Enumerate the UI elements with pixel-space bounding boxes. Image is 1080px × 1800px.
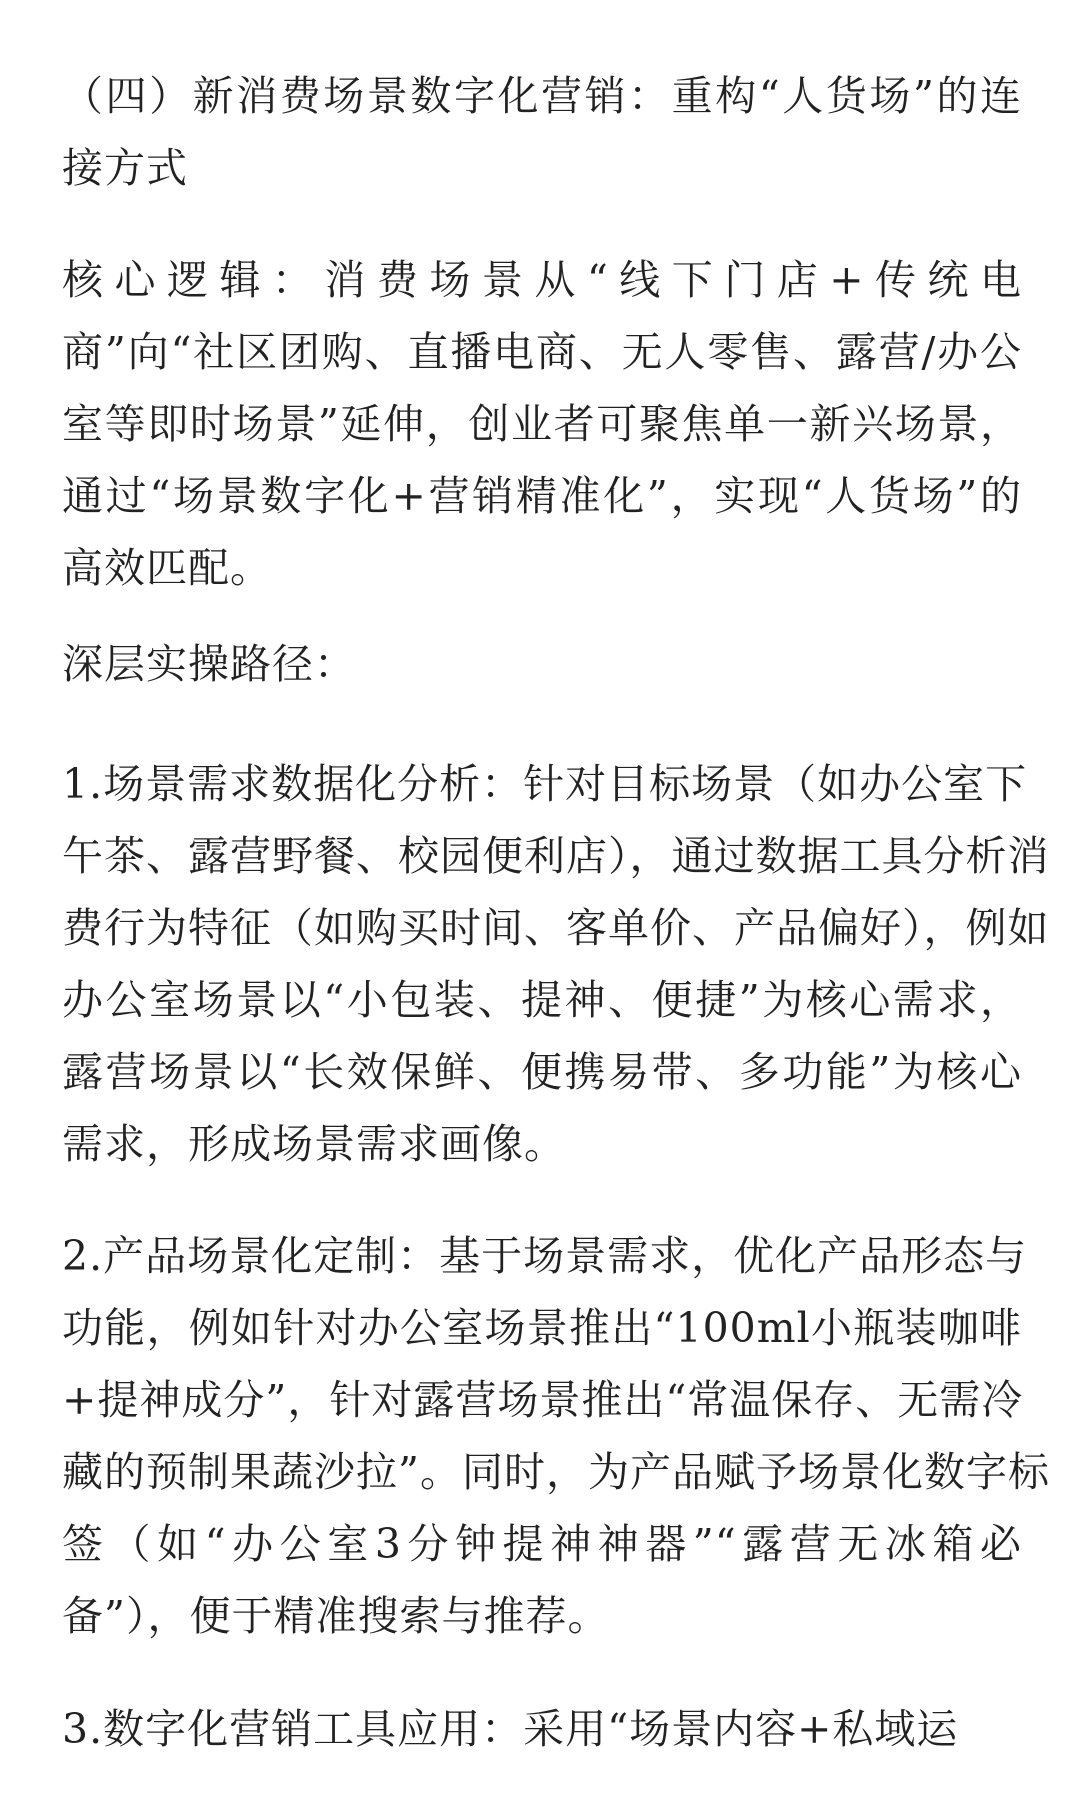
- core-logic-line-1: 核心逻辑：消费场景从“线下门店+传统电: [62, 256, 1022, 304]
- core-logic-paragraph: [62, 244, 1022, 604]
- core-logic-line-4: 通过“场景数字化+营销精准化”，实现“人货场”的: [62, 472, 1022, 520]
- step-1-line-2: 午茶、露营野餐、校园便利店），通过数据工具分析消: [62, 832, 1050, 880]
- step-1-line-1: 1.场景需求数据化分析：针对目标场景（如办公室下: [62, 760, 1028, 808]
- section-heading-line-2: 接方式: [62, 144, 188, 192]
- step-2-line-2: 功能，例如针对办公室场景推出“100ml小瓶装咖啡: [62, 1304, 1022, 1352]
- step-1-line-3: 费行为特征（如购买时间、客单价、产品偏好），例如: [62, 904, 1050, 952]
- path-title: [62, 628, 1022, 700]
- step-2-line-4: 藏的预制果蔬沙拉”。同时，为产品赋予场景化数字标: [62, 1448, 1050, 1496]
- step-2-paragraph: [62, 1220, 1050, 1652]
- section-heading: [62, 60, 1022, 204]
- step-2-line-3: +提神成分”，针对露营场景推出“常温保存、无需冷: [62, 1376, 1024, 1424]
- core-logic-line-5: 高效匹配。: [62, 544, 272, 592]
- step-3-paragraph: [62, 1693, 1022, 1765]
- core-logic-line-3: 室等即时场景”延伸，创业者可聚焦单一新兴场景，: [62, 400, 1022, 448]
- step-2-line-5: 签（如“办公室3分钟提神神器”“露营无冰箱必: [62, 1520, 1022, 1568]
- path-title-text: 深层实操路径：: [62, 640, 356, 688]
- step-2-line-6: 备”），便于精准搜索与推荐。: [62, 1592, 610, 1640]
- step-1-line-5: 露营场景以“长效保鲜、便携易带、多功能”为核心: [62, 1048, 1022, 1096]
- step-2-line-1: 2.产品场景化定制：基于场景需求，优化产品形态与: [62, 1232, 1028, 1280]
- step-3-line-1: 3.数字化营销工具应用：采用“场景内容+私域运: [62, 1705, 959, 1753]
- step-1-paragraph: [62, 748, 1050, 1180]
- section-heading-line-1: （四）新消费场景数字化营销：重构“人货场”的连: [62, 72, 1022, 120]
- core-logic-line-2: 商”向“社区团购、直播电商、无人零售、露营/办公: [62, 328, 1022, 376]
- step-1-line-6: 需求，形成场景需求画像。: [62, 1120, 566, 1168]
- step-1-line-4: 办公室场景以“小包装、提神、便捷”为核心需求，: [62, 976, 1022, 1024]
